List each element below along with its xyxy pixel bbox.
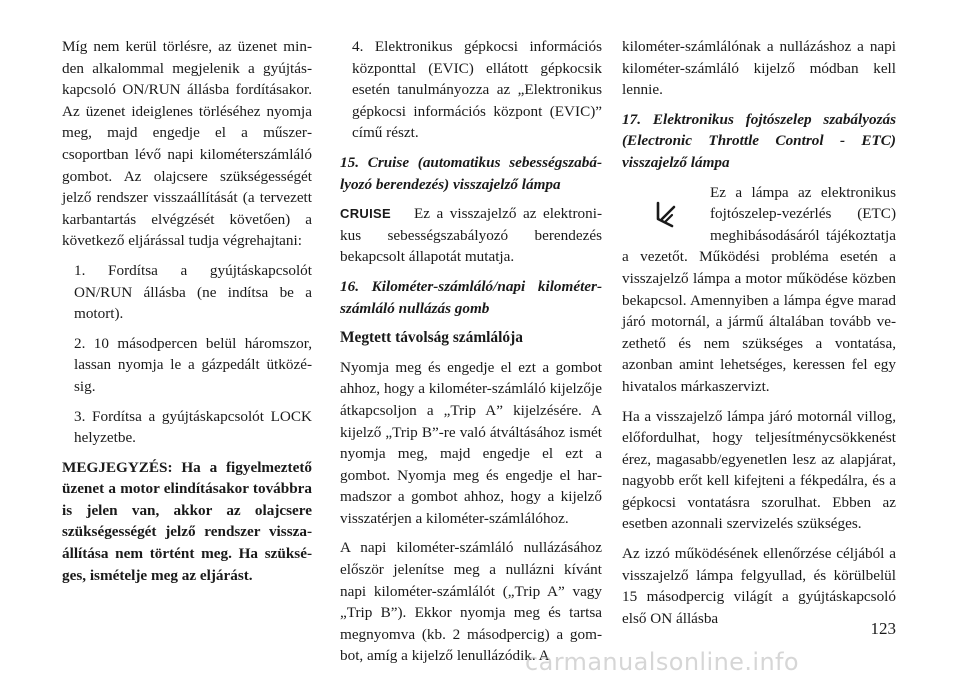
odometer-paragraph-2: A napi kilométer-számláló nullázásához először jelenítse meg a nullázni kívánt napi kilométer-számlálót („Trip A” vagy „Trip B”). Ekkor nyomja meg és tartsa megnyomva (kb. 2 másodpercig) a gombot, amíg a kijelző lenullázódik. A: [340, 539, 602, 665]
etc-paragraph-1-text: Ez a lámpa az elektronikus fojtószelep-vezérlés (ETC) meghibásodásáról tájékoztatja a vezetőt. Működési probléma esetén a visszajelző lámpa a motor működése közben bekapcsol. Amennyiben a lámpa égve marad járó motornál, a jármű általában tovább vezethető és nem szükséges a vontatása, azonban amint lehetséges, keressen fel egy hivatalos márkaszervizt.: [622, 183, 896, 395]
subheading-distance-counter: Megtett távolság számlálója: [340, 329, 523, 347]
note-paragraph: MEGJEGYZÉS: Ha a figyelmeztető üzenet a motor elindításakor továbbra is jelen van, akkor az olajcsere szükségességét jelző rendszer visszaállítása nem történt meg. Ha szükséges, ismételje meg az eljárást.: [62, 458, 312, 584]
column-right: [622, 36, 896, 637]
cruise-indicator-text: Ez a visszajelző az elektronikus sebességszabályozó berendezés bekapcsolt állapotát mutatja.: [340, 205, 602, 266]
cruise-indicator-icon: CRUISE: [340, 206, 391, 222]
odometer-paragraph-1: Nyomja meg és engedje el ezt a gombot ahhoz, hogy a kilométer-számláló kijelzője átkapcsoljon a „Trip A” kijelzésére. A kijelző „Trip B”-re való átváltásához ismét nyomja meg, majd engedje el ezt a gombot. Nyomja meg és engedje el harmadszor a gombot ahhoz, hogy a kijelző visszatérjen a kilométer-számlálóhoz.: [340, 358, 602, 527]
column-middle: [340, 36, 602, 675]
electronic-throttle-control-icon: [622, 182, 702, 246]
odometer-paragraph-continued: kilométer-számlálónak a nullázáshoz a napi kilométer-számláló kijelző módban kell lennie.: [622, 38, 896, 99]
page-number: 123: [870, 619, 896, 638]
watermark: carmanualsonline.info: [525, 648, 799, 676]
etc-paragraph-1: [622, 182, 896, 398]
step-3: 3. Fordítsa a gyújtáskapcsolót LOCK helyzetbe.: [74, 407, 312, 447]
oil-reset-intro: Míg nem kerül törlésre, az üzenet minden alkalommal megjelenik a gyújtáskapcsoló ON/RUN állásba fordításakor. Az üzenet ideiglenes törléséhez nyomja meg, majd engedje el a műszercsoportban lévő napi kilométerszámláló gombot. Az olajcsere szükségességét jelző rendszer visszaállítását (a tervezett karbantartás elvégzését követően) a következő eljárással tudja végrehajtani:: [62, 38, 312, 250]
etc-paragraph-2: Ha a visszajelző lámpa járó motornál villog, előfordulhat, hogy teljesítménycsökkenést érez, magasabb/egyenetlen lesz az alapjárat, nagyobb erőt kell kifejteni a fékpedálra, és a gépkocsi vontatásra szorulhat. Ebben az esetben azonnali szervizelés szükséges.: [622, 407, 896, 533]
cruise-indicator-block: [340, 203, 602, 268]
heading-16-odometer: 16. Kilométer-számláló/napi kilométer-számláló nullázás gomb: [340, 277, 602, 317]
column-left: [62, 36, 312, 594]
heading-15-cruise: 15. Cruise (automatikus sebességszabályozó berendezés) visszajelző lámpa: [340, 153, 602, 193]
step-4: 4. Elektronikus gépkocsi információs központtal (EVIC) ellátott gépkocsik esetén tanulmányozza az „Elektronikus gépkocsi információs központ (EVIC)” című részt.: [352, 38, 602, 142]
etc-paragraph-3: Az izzó működésének ellenőrzése céljából a visszajelző lámpa felgyullad, és körülbelül 15 másodpercig világít a gyújtáskapcsoló első ON állásba: [622, 545, 896, 627]
heading-17-etc: 17. Elektronikus fojtószelep szabályozás (Electronic Throttle Control - ETC) visszajelző lámpa: [622, 110, 896, 171]
step-1: 1. Fordítsa a gyújtáskapcsolót ON/RUN állásba (ne indítsa be a motort).: [74, 261, 312, 323]
step-2: 2. 10 másodpercen belül háromszor, lassan nyomja le a gázpedált ütközésig.: [74, 334, 312, 395]
